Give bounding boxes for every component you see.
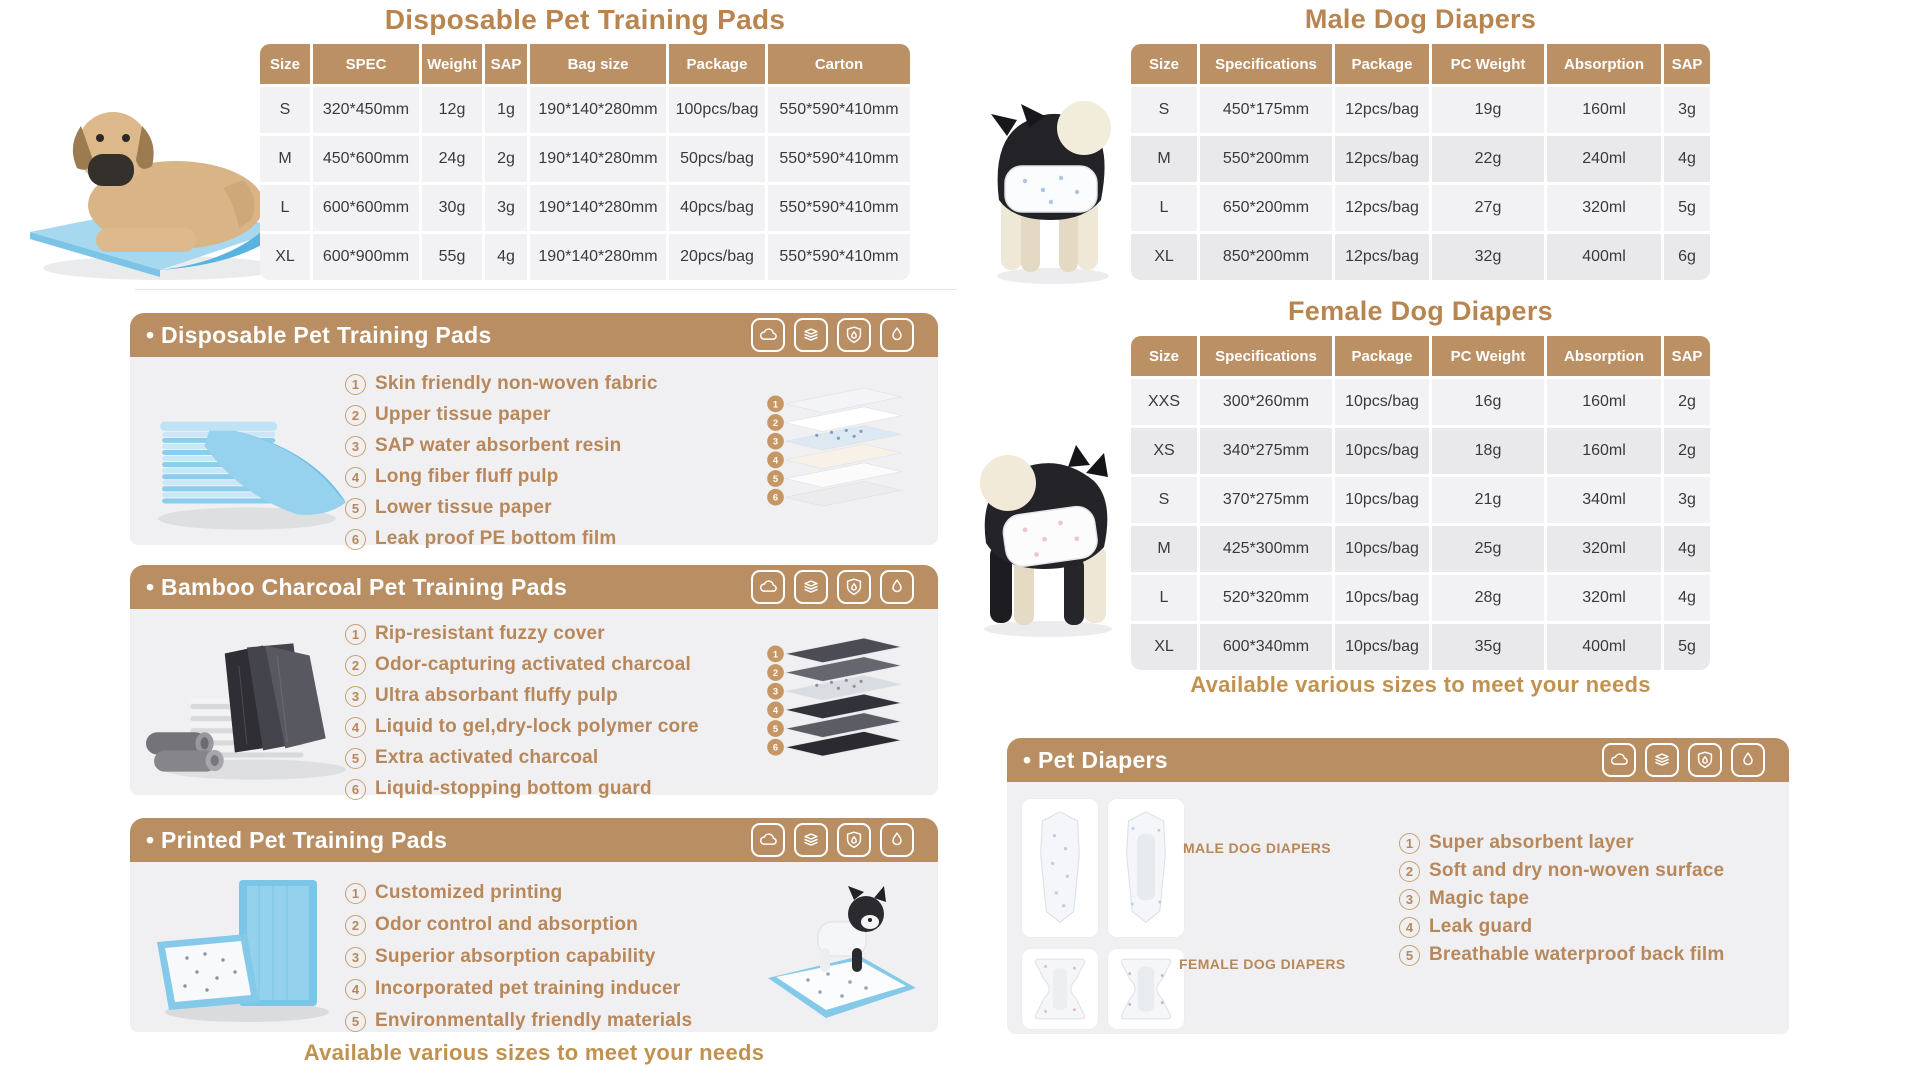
cloud-icon xyxy=(751,570,785,604)
feature-item xyxy=(345,528,658,550)
cloud-icon xyxy=(751,823,785,857)
feature-item xyxy=(345,978,692,1000)
table-cell: 10pcs/bag xyxy=(1335,428,1429,474)
svg-text:6: 6 xyxy=(772,742,779,753)
feature-number: 3 xyxy=(1399,889,1420,910)
table-cell: 550*590*410mm xyxy=(768,87,910,133)
feature-text: Extra activated charcoal xyxy=(375,747,599,768)
table-cell: 28g xyxy=(1432,575,1544,621)
section-header xyxy=(1007,738,1789,782)
table-cell: 450*175mm xyxy=(1200,87,1332,133)
feature-text: Lower tissue paper xyxy=(375,497,552,518)
column-header-weight: Weight xyxy=(422,44,482,84)
charcoal-pad-stack-photo xyxy=(146,625,358,785)
feature-number: 3 xyxy=(345,947,366,968)
table-cell: 190*140*280mm xyxy=(530,185,666,231)
table-cell: 12pcs/bag xyxy=(1335,185,1429,231)
dog-on-printed-pad-photo xyxy=(762,870,922,1030)
table-cell: 425*300mm xyxy=(1200,526,1332,572)
table-cell: 3g xyxy=(1664,87,1710,133)
table-cell: 240ml xyxy=(1547,136,1661,182)
feature-text: Soft and dry non-woven surface xyxy=(1429,860,1725,881)
column-header-size: Size xyxy=(260,44,310,84)
table-cell: L xyxy=(260,185,310,231)
table-cell: M xyxy=(1131,136,1197,182)
water-drop-icon xyxy=(880,570,914,604)
table-cell: 5g xyxy=(1664,624,1710,670)
benefit-icons xyxy=(751,570,914,604)
male-diaper-product-photo xyxy=(1107,798,1185,938)
feature-number: 4 xyxy=(345,717,366,738)
feature-text: Odor-capturing activated charcoal xyxy=(375,654,691,675)
column-header-carton: Carton xyxy=(768,44,910,84)
water-drop-icon xyxy=(880,823,914,857)
column-header-package: Package xyxy=(669,44,765,84)
table-cell: 22g xyxy=(1432,136,1544,182)
feature-item xyxy=(345,914,692,936)
table-cell: 4g xyxy=(485,234,527,280)
layers-icon xyxy=(794,318,828,352)
column-header-pc-weight: PC Weight xyxy=(1432,44,1544,84)
table-cell: XS xyxy=(1131,428,1197,474)
feature-number: 1 xyxy=(345,374,366,395)
feature-text: Leak proof PE bottom film xyxy=(375,528,617,549)
column-header-absorption: Absorption xyxy=(1547,44,1661,84)
section-header xyxy=(130,565,938,609)
shield-drop-icon xyxy=(1688,743,1722,777)
column-header-package: Package xyxy=(1335,336,1429,376)
feature-item xyxy=(1399,888,1725,910)
feature-text: Magic tape xyxy=(1429,888,1530,909)
table-cell: 21g xyxy=(1432,477,1544,523)
feature-number: 5 xyxy=(345,1011,366,1032)
male-table-title: Male Dog Diapers xyxy=(1304,4,1537,34)
left-sizes-note: Available various sizes to meet your needs xyxy=(303,1040,765,1065)
shield-drop-icon xyxy=(837,570,871,604)
table-cell: 550*590*410mm xyxy=(768,185,910,231)
table-cell: 850*200mm xyxy=(1200,234,1332,280)
feature-text: Super absorbent layer xyxy=(1429,832,1634,853)
table-cell: 12pcs/bag xyxy=(1335,136,1429,182)
table-cell: 2g xyxy=(485,136,527,182)
benefit-icons xyxy=(1602,743,1765,777)
table-cell: 35g xyxy=(1432,624,1544,670)
table-cell: 2g xyxy=(1664,428,1710,474)
feature-number: 2 xyxy=(345,405,366,426)
column-header-sap: SAP xyxy=(1664,336,1710,376)
feature-item xyxy=(345,497,658,519)
table-cell: 6g xyxy=(1664,234,1710,280)
right-sizes-note: Available various sizes to meet your needs xyxy=(1190,672,1651,697)
table-cell: 340ml xyxy=(1547,477,1661,523)
table-cell: 1g xyxy=(485,87,527,133)
table-cell: XL xyxy=(1131,624,1197,670)
female-diaper-product-photo xyxy=(1107,948,1185,1030)
table-cell: 3g xyxy=(485,185,527,231)
table-cell: 4g xyxy=(1664,136,1710,182)
section-printed-pads xyxy=(130,818,938,1032)
table-cell: 340*275mm xyxy=(1200,428,1332,474)
feature-text: Breathable waterproof back film xyxy=(1429,944,1725,965)
feature-item xyxy=(1399,832,1725,854)
printed-pad-photo xyxy=(146,874,358,1026)
feature-number: 5 xyxy=(345,498,366,519)
feature-item xyxy=(345,654,699,676)
female-diapers-label: FEMALE DOG DIAPERS xyxy=(1179,956,1346,972)
feature-list xyxy=(1399,832,1725,966)
table-cell: 190*140*280mm xyxy=(530,234,666,280)
feature-text: Liquid to gel,dry-lock polymer core xyxy=(375,716,699,737)
cloud-icon xyxy=(1602,743,1636,777)
column-header-specifications: Specifications xyxy=(1200,44,1332,84)
feature-number: 6 xyxy=(345,779,366,800)
feature-number: 2 xyxy=(1399,861,1420,882)
feature-number: 3 xyxy=(345,436,366,457)
blue-pad-stack-photo xyxy=(146,375,358,535)
feature-number: 5 xyxy=(1399,945,1420,966)
female-diaper-product-photo xyxy=(1021,948,1099,1030)
feature-item xyxy=(345,373,658,395)
svg-text:3: 3 xyxy=(772,686,779,697)
table-cell: 650*200mm xyxy=(1200,185,1332,231)
section-header xyxy=(130,818,938,862)
table-cell: 520*320mm xyxy=(1200,575,1332,621)
table-cell: 10pcs/bag xyxy=(1335,477,1429,523)
feature-item xyxy=(345,466,658,488)
table-cell: 320ml xyxy=(1547,575,1661,621)
table-cell: 50pcs/bag xyxy=(669,136,765,182)
table-cell: 3g xyxy=(1664,477,1710,523)
table-cell: 4g xyxy=(1664,575,1710,621)
feature-item xyxy=(345,882,692,904)
table-cell: 32g xyxy=(1432,234,1544,280)
table-cell: 550*200mm xyxy=(1200,136,1332,182)
table-cell: 190*140*280mm xyxy=(530,87,666,133)
layers-icon xyxy=(794,570,828,604)
feature-number: 5 xyxy=(345,748,366,769)
column-header-bag-size: Bag size xyxy=(530,44,666,84)
table-cell: 12g xyxy=(422,87,482,133)
svg-text:2: 2 xyxy=(772,667,779,678)
section-body xyxy=(1007,782,1789,1034)
table-cell: S xyxy=(260,87,310,133)
feature-text: Liquid-stopping bottom guard xyxy=(375,778,652,799)
pads-spec-table xyxy=(260,44,910,280)
svg-text:4: 4 xyxy=(772,705,779,716)
divider xyxy=(135,289,957,290)
table-cell: 10pcs/bag xyxy=(1335,526,1429,572)
section-bamboo-pads xyxy=(130,565,938,799)
svg-text:3: 3 xyxy=(772,436,779,447)
column-header-specifications: Specifications xyxy=(1200,336,1332,376)
feature-list xyxy=(345,373,658,550)
table-cell: 550*590*410mm xyxy=(768,136,910,182)
cloud-icon xyxy=(751,318,785,352)
section-title: • Printed Pet Training Pads xyxy=(146,826,448,853)
section-title: • Disposable Pet Training Pads xyxy=(146,321,492,348)
feature-number: 4 xyxy=(345,467,366,488)
table-cell: XL xyxy=(260,234,310,280)
table-cell: 2g xyxy=(1664,379,1710,425)
column-header-size: Size xyxy=(1131,336,1197,376)
table-cell: 400ml xyxy=(1547,234,1661,280)
column-header-sap: SAP xyxy=(1664,44,1710,84)
table-cell: 300*260mm xyxy=(1200,379,1332,425)
table-cell: 40pcs/bag xyxy=(669,185,765,231)
male-diaper-dog-photo xyxy=(985,78,1120,288)
feature-text: Incorporated pet training inducer xyxy=(375,978,681,999)
table-cell: 600*900mm xyxy=(313,234,419,280)
table-cell: M xyxy=(1131,526,1197,572)
svg-text:5: 5 xyxy=(772,723,779,734)
column-header-package: Package xyxy=(1335,44,1429,84)
table-cell: 20pcs/bag xyxy=(669,234,765,280)
feature-number: 1 xyxy=(1399,833,1420,854)
table-cell: 160ml xyxy=(1547,428,1661,474)
layers-icon xyxy=(794,823,828,857)
feature-item xyxy=(345,623,699,645)
feature-text: SAP water absorbent resin xyxy=(375,435,622,456)
column-header-sap: SAP xyxy=(485,44,527,84)
water-drop-icon xyxy=(880,318,914,352)
feature-text: Rip-resistant fuzzy cover xyxy=(375,623,605,644)
table-cell: 600*600mm xyxy=(313,185,419,231)
table-cell: 4g xyxy=(1664,526,1710,572)
feature-text: Upper tissue paper xyxy=(375,404,551,425)
table-cell: 12pcs/bag xyxy=(1335,87,1429,133)
feature-number: 4 xyxy=(1399,917,1420,938)
svg-text:6: 6 xyxy=(772,492,779,503)
table-cell: 55g xyxy=(422,234,482,280)
feature-item xyxy=(345,946,692,968)
table-cell: 550*590*410mm xyxy=(768,234,910,280)
section-body xyxy=(130,862,938,1032)
feature-item xyxy=(345,685,699,707)
table-cell: M xyxy=(260,136,310,182)
table-cell: 18g xyxy=(1432,428,1544,474)
table-cell: 400ml xyxy=(1547,624,1661,670)
column-header-spec: SPEC xyxy=(313,44,419,84)
table-cell: 160ml xyxy=(1547,379,1661,425)
svg-text:5: 5 xyxy=(772,473,779,484)
table-cell: 10pcs/bag xyxy=(1335,575,1429,621)
section-body xyxy=(130,609,938,799)
feature-text: Long fiber fluff pulp xyxy=(375,466,559,487)
layers-icon xyxy=(1645,743,1679,777)
feature-text: Environmentally friendly materials xyxy=(375,1010,693,1031)
feature-item xyxy=(345,435,658,457)
table-cell: 30g xyxy=(422,185,482,231)
feature-item xyxy=(345,404,658,426)
male-diaper-product-photo xyxy=(1021,798,1099,938)
pad-layer-diagram xyxy=(748,377,920,527)
table-cell: S xyxy=(1131,477,1197,523)
table-cell: 19g xyxy=(1432,87,1544,133)
feature-list xyxy=(345,623,699,800)
benefit-icons xyxy=(751,318,914,352)
feature-number: 6 xyxy=(345,529,366,550)
feature-text: Customized printing xyxy=(375,882,563,903)
section-pet-diapers xyxy=(1007,738,1789,1034)
feature-item xyxy=(1399,860,1725,882)
table-cell: 10pcs/bag xyxy=(1335,379,1429,425)
table-cell: 160ml xyxy=(1547,87,1661,133)
table-cell: 24g xyxy=(422,136,482,182)
table-cell: 320*450mm xyxy=(313,87,419,133)
svg-text:2: 2 xyxy=(772,417,779,428)
feature-item xyxy=(345,747,699,769)
female-diaper-dog-photo xyxy=(968,425,1128,640)
svg-text:1: 1 xyxy=(772,649,779,660)
section-disposable-pads xyxy=(130,313,938,549)
water-drop-icon xyxy=(1731,743,1765,777)
table-cell: XXS xyxy=(1131,379,1197,425)
feature-number: 3 xyxy=(345,686,366,707)
table-cell: 600*340mm xyxy=(1200,624,1332,670)
table-cell: 27g xyxy=(1432,185,1544,231)
table-cell: 190*140*280mm xyxy=(530,136,666,182)
section-header xyxy=(130,313,938,357)
table-cell: 100pcs/bag xyxy=(669,87,765,133)
table-cell: 320ml xyxy=(1547,185,1661,231)
table-cell: 10pcs/bag xyxy=(1335,624,1429,670)
table-cell: S xyxy=(1131,87,1197,133)
table-cell: 450*600mm xyxy=(313,136,419,182)
feature-number: 4 xyxy=(345,979,366,1000)
male-diapers-label: MALE DOG DIAPERS xyxy=(1183,840,1331,856)
table-cell: 16g xyxy=(1432,379,1544,425)
feature-number: 2 xyxy=(345,655,366,676)
feature-item xyxy=(1399,944,1725,966)
table-cell: 320ml xyxy=(1547,526,1661,572)
table-cell: 12pcs/bag xyxy=(1335,234,1429,280)
charcoal-layer-diagram xyxy=(748,627,920,777)
feature-item xyxy=(345,716,699,738)
feature-item xyxy=(345,778,699,800)
feature-number: 1 xyxy=(345,624,366,645)
table-cell: L xyxy=(1131,185,1197,231)
feature-text: Leak guard xyxy=(1429,916,1533,937)
column-header-pc-weight: PC Weight xyxy=(1432,336,1544,376)
section-title: • Pet Diapers xyxy=(1023,746,1168,773)
benefit-icons xyxy=(751,823,914,857)
table-cell: XL xyxy=(1131,234,1197,280)
female-diapers-spec-table xyxy=(1131,336,1710,670)
female-table-title: Female Dog Diapers xyxy=(1288,296,1553,326)
table-cell: L xyxy=(1131,575,1197,621)
feature-text: Ultra absorbant fluffy pulp xyxy=(375,685,618,706)
column-header-absorption: Absorption xyxy=(1547,336,1661,376)
shield-drop-icon xyxy=(837,823,871,857)
section-title: • Bamboo Charcoal Pet Training Pads xyxy=(146,573,568,600)
training-pad-dog-photo xyxy=(18,80,293,285)
feature-number: 2 xyxy=(345,915,366,936)
svg-text:4: 4 xyxy=(772,455,779,466)
table-cell: 370*275mm xyxy=(1200,477,1332,523)
pads-table-title: Disposable Pet Training Pads xyxy=(384,4,786,35)
feature-number: 1 xyxy=(345,883,366,904)
feature-text: Superior absorption capability xyxy=(375,946,656,967)
male-diapers-spec-table xyxy=(1131,44,1710,280)
feature-item xyxy=(1399,916,1725,938)
feature-text: Skin friendly non-woven fabric xyxy=(375,373,658,394)
table-cell: 5g xyxy=(1664,185,1710,231)
feature-list xyxy=(345,882,692,1032)
section-body xyxy=(130,357,938,549)
table-cell: 25g xyxy=(1432,526,1544,572)
feature-item xyxy=(345,1010,692,1032)
svg-text:1: 1 xyxy=(772,399,779,410)
shield-drop-icon xyxy=(837,318,871,352)
feature-text: Odor control and absorption xyxy=(375,914,638,935)
column-header-size: Size xyxy=(1131,44,1197,84)
